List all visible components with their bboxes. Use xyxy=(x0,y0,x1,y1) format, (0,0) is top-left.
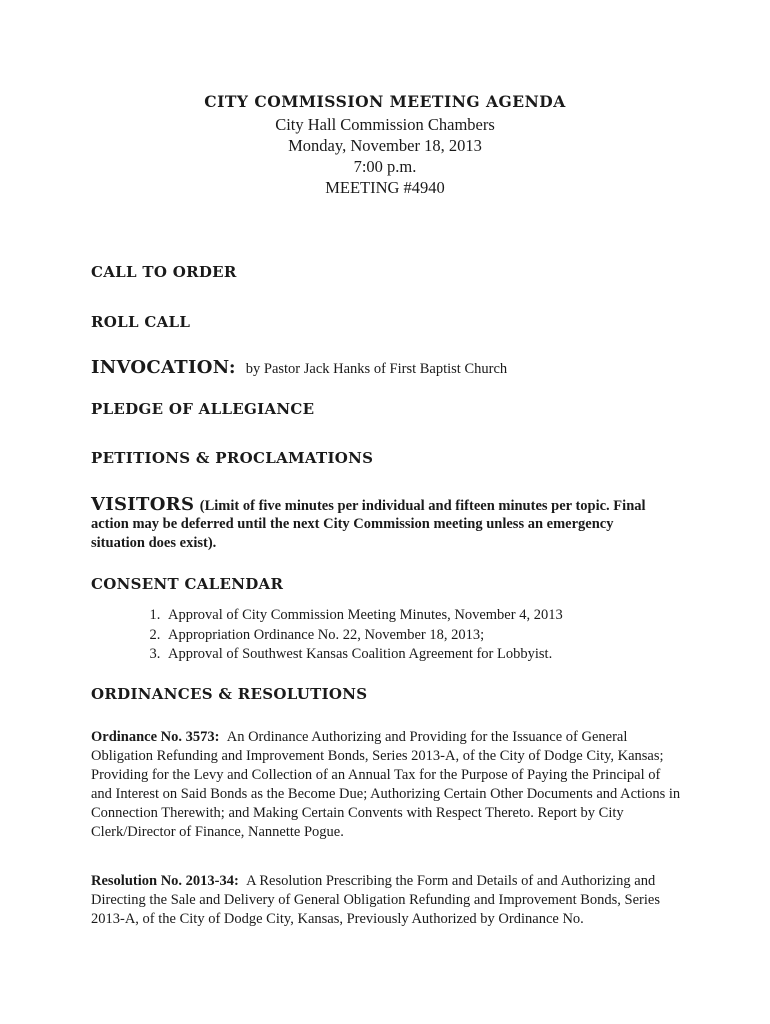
ordinance-paragraph xyxy=(91,728,681,842)
pledge-heading: PLEDGE OF ALLEGIANCE xyxy=(91,400,315,418)
ordinance-text: An Ordinance Authorizing and Providing for the Issuance of General Obligation Refunding and Improvement Bonds, Series 2013-A, of the City of Dodge City, Kansas; Providing for the Levy and Collection of an Annual Tax for the Purpose of Paying the Principal of and Interest on Said Bonds as the Become Due; Authorizing Certain Other Documents and Actions in Connection Therewith; and Making Certain Convents with Respect Thereto. Report by City Clerk/Director of Finance, Nannette Pogue. xyxy=(91,729,681,840)
consent-item: 2. Appropriation Ordinance No. 22, November 18, 2013; xyxy=(164,626,724,646)
ordinance-label: Ordinance No. 3573: xyxy=(91,729,220,745)
meeting-date: Monday, November 18, 2013 xyxy=(288,136,482,155)
visitors-note: action may be deferred until the next City Commission meeting unless an emergency situation does exist). xyxy=(91,516,614,551)
invocation-heading: INVOCATION: xyxy=(91,357,236,378)
ordinances-heading: ORDINANCES & RESOLUTIONS xyxy=(91,685,368,703)
petitions-heading: PETITIONS & PROCLAMATIONS xyxy=(91,449,374,467)
consent-heading: CONSENT CALENDAR xyxy=(91,575,284,593)
consent-item: 1. Approval of City Commission Meeting Minutes, November 4, 2013 xyxy=(164,606,724,626)
meeting-location: City Hall Commission Chambers xyxy=(275,115,495,134)
consent-item: 3. Approval of Southwest Kansas Coalition Agreement for Lobbyist. xyxy=(164,645,724,665)
invocation-row xyxy=(91,357,507,378)
call-to-order-heading: CALL TO ORDER xyxy=(91,263,237,281)
invocation-text: by Pastor Jack Hanks of First Baptist Church xyxy=(245,361,508,377)
resolution-paragraph xyxy=(91,872,686,929)
agenda-title: CITY COMMISSION MEETING AGENDA xyxy=(204,92,566,111)
visitors-note-first-line: (Limit of five minutes per individual and fifteen minutes per topic. Final xyxy=(199,498,646,514)
resolution-text: A Resolution Prescribing the Form and Details of and Authorizing and Directing the Sale and Delivery of General Obligation Refunding and Improvement Bonds, Series 2013-A, of the City of Dodge City, Kansas, Previously Authorized by Ordinance No. xyxy=(91,873,660,927)
meeting-number: MEETING #4940 xyxy=(325,178,445,197)
consent-list xyxy=(138,606,724,665)
visitors-heading: VISITORS xyxy=(91,494,195,515)
visitors-row xyxy=(91,494,646,515)
resolution-label: Resolution No. 2013-34: xyxy=(91,873,239,889)
meeting-time: 7:00 p.m. xyxy=(353,157,417,176)
roll-call-heading: ROLL CALL xyxy=(91,313,191,331)
